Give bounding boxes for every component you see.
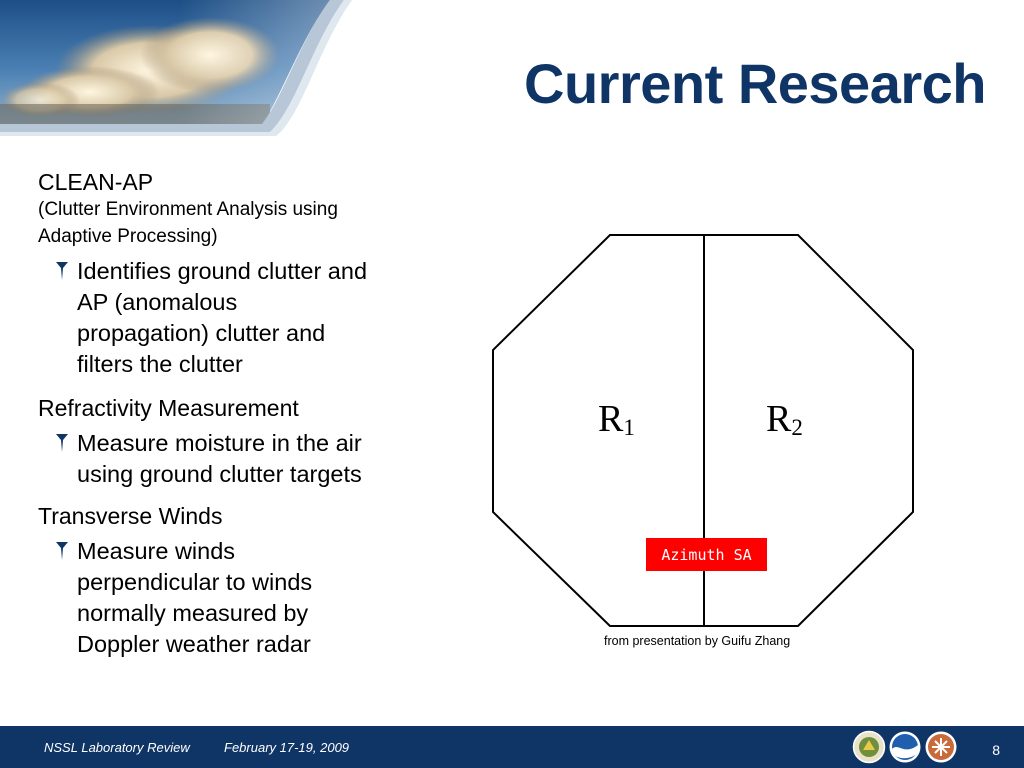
research-list	[38, 168, 368, 660]
slide-header	[0, 0, 1024, 140]
region-letter: R	[766, 398, 792, 440]
figure-credit: from presentation by Guifu Zhang	[604, 634, 791, 648]
bullet-item	[77, 536, 368, 660]
section-clean-ap	[38, 168, 368, 380]
section-heading: CLEAN-AP	[38, 169, 154, 195]
slide-footer	[0, 726, 1024, 768]
region-index: 1	[623, 415, 635, 440]
region-letter: R	[598, 398, 624, 440]
octagon-outline	[490, 232, 920, 632]
tornado-bullet-icon	[56, 260, 68, 282]
region-label-r2	[766, 400, 803, 438]
section-subheading: (Clutter Environment Analysis using Adaptive Processing)	[38, 199, 338, 247]
azimuth-tag: Azimuth SA	[646, 538, 767, 571]
page-number: 8	[992, 742, 1000, 758]
doc-seal-icon	[854, 732, 885, 763]
section-refractivity	[38, 394, 368, 490]
bullet-text: Measure moisture in the air using ground clutter targets	[77, 430, 362, 487]
oar-logo-icon	[926, 732, 957, 763]
region-label-r1	[598, 400, 635, 438]
section-heading: Transverse Winds	[38, 503, 223, 529]
tornado-bullet-icon	[56, 540, 68, 562]
bullet-text: Identifies ground clutter and AP (anomalous propagation) clutter and filters the clutter	[77, 258, 368, 377]
agency-logos	[852, 730, 960, 764]
footer-date: February 17-19, 2009	[224, 740, 350, 755]
bullet-item	[77, 256, 368, 380]
region-index: 2	[791, 415, 803, 440]
bullet-text: Measure winds perpendicular to winds normally measured by Doppler weather radar	[77, 538, 313, 657]
section-heading: Refractivity Measurement	[38, 395, 299, 421]
slide-title: Current Research	[524, 52, 986, 115]
section-transverse-winds	[38, 502, 368, 660]
bullet-item	[77, 428, 368, 490]
noaa-logo-icon	[890, 732, 921, 763]
octagon-diagram	[490, 232, 920, 632]
footer-org: NSSL Laboratory Review	[44, 740, 190, 755]
tornado-bullet-icon	[56, 432, 68, 454]
